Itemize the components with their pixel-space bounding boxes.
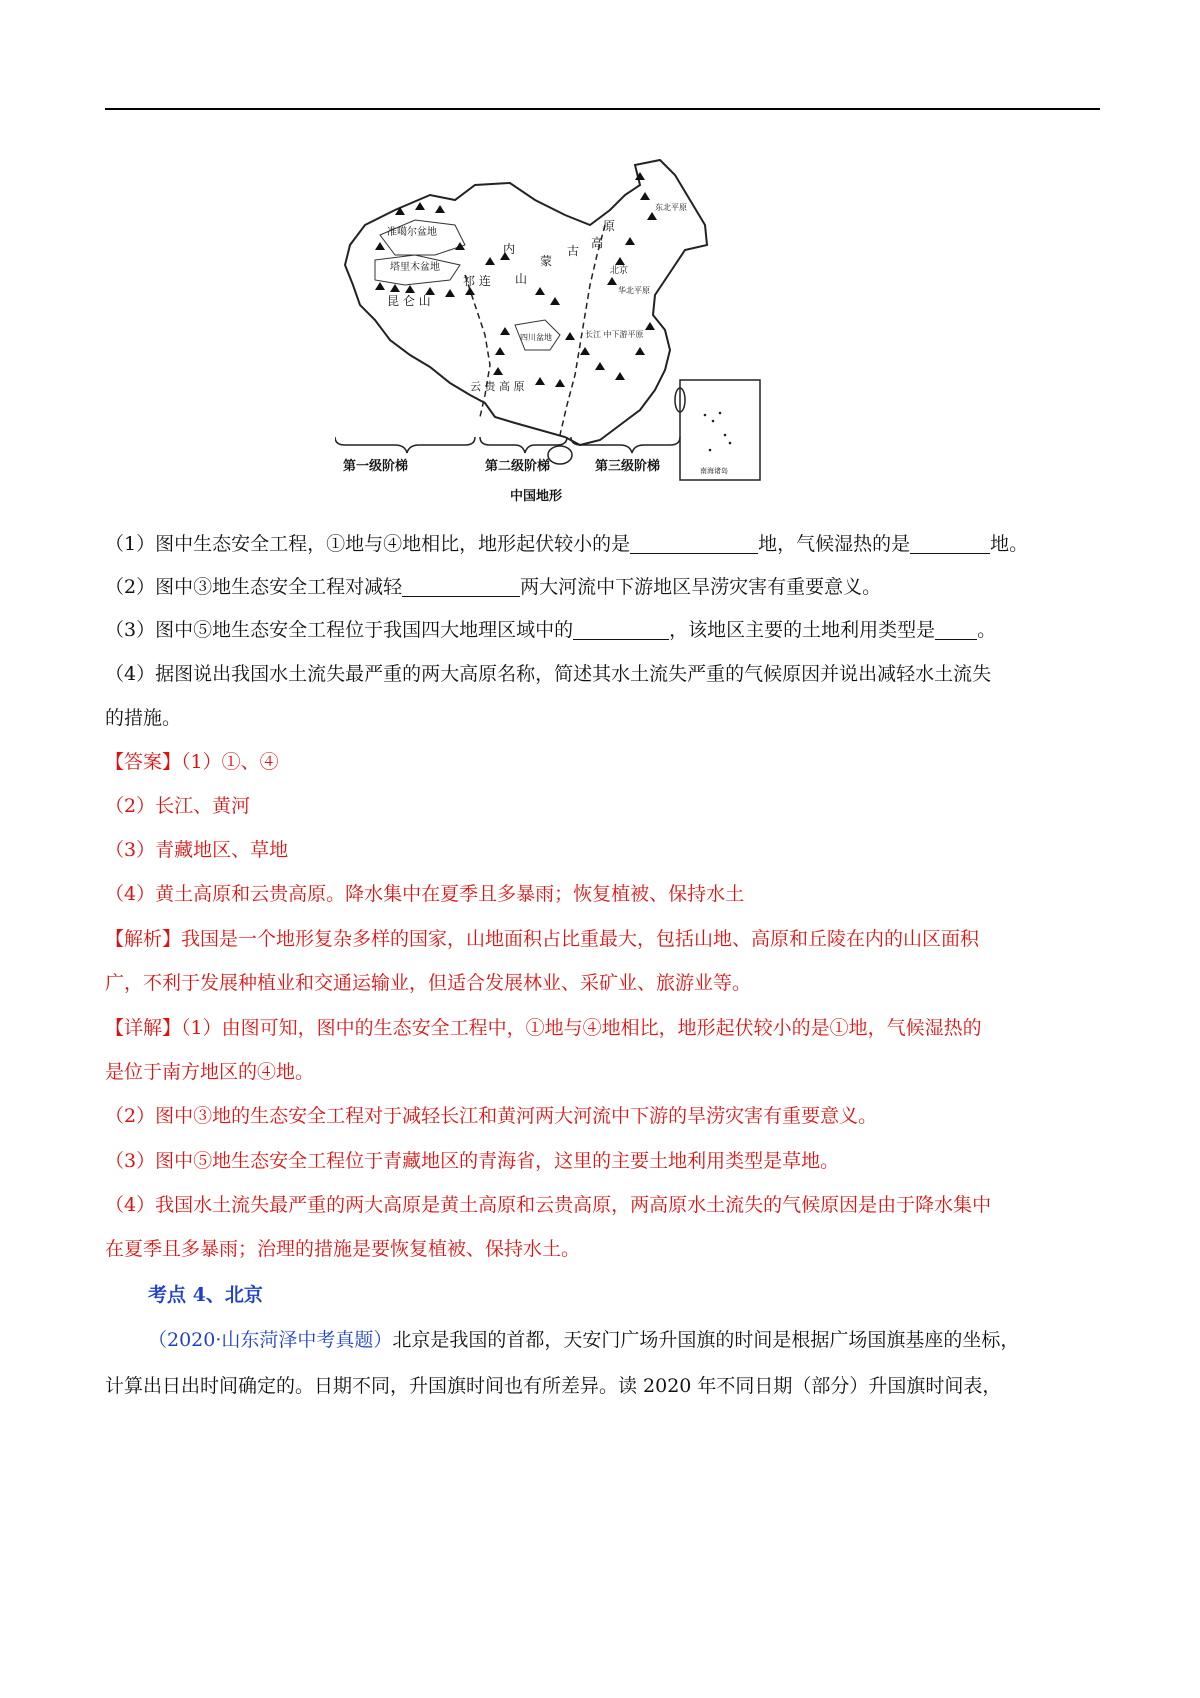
label-dzungaria: 准噶尔盆地 [387,227,437,238]
label-yuan: 原 [603,219,616,233]
label-ancient: 古 [567,244,580,258]
label-ne-plain: 东北平原 [655,203,687,212]
section-text-line-2: 计算出日出时间确定的。日期不同，升国旗时间也有所差异。读 2020 年不同日期（部分）升国旗时间表， [105,1375,1002,1397]
detail-line-5: （4）我国水土流失最严重的两大高原是黄土高原和云贵高原，两高原水土流失的气候原因是由于降水集中 [105,1194,992,1216]
answer-line-3: （3）青藏地区、草地 [105,839,289,861]
analysis-line-2: 广，不利于发展种植业和交通运输业，但适合发展林业、采矿业、旅游业等。 [105,972,752,994]
detail-line-1: 【详解】（1）由图可知，图中的生态安全工程中，①地与④地相比，地形起伏较小的是①地，气候湿热的 [105,1017,982,1039]
label-nc-plain: 华北平原 [618,286,650,295]
answer-blank-2[interactable] [910,533,990,554]
answer-label: 【答案】 [105,751,182,773]
answer-blank-3[interactable] [402,576,520,597]
answer-line-2: （2）长江、黄河 [105,795,251,817]
detail-line-3: （2）图中③地的生态安全工程对于减轻长江和黄河两大河流中下游的旱涝灾害有重要意义。 [105,1105,878,1127]
label-yangtze-plain: 长江 中下游平原 [585,330,644,339]
label-kunlun: 昆 仑 山 [387,294,431,308]
detail-line-4: （3）图中⑤地生态安全工程位于青藏地区的青海省，这里的主要土地利用类型是草地。 [105,1150,840,1172]
header-rule [105,108,1100,110]
step-2-label: 第二级阶梯 [485,459,551,474]
analysis-line-1: 【解析】我国是一个地形复杂多样的国家，山地面积占比重最大，包括山地、高原和丘陵在内的山区面积 [105,928,980,950]
question-3: （3）图中⑤地生态安全工程位于我国四大地理区域中的 ，该地区主要的土地利用类型是 。 [105,619,997,641]
china-terrain-map [335,155,835,555]
question-4-line-2: 的措施。 [105,707,182,729]
label-sichuan: 四川盆地 [520,333,552,342]
step-1-label: 第一级阶梯 [343,459,409,474]
south-sea-inset [680,380,760,480]
section-heading: 考点 4、北京 [148,1284,263,1306]
question-4-line-1: （4）据图说出我国水土流失最严重的两大高原名称，简述其水土流失严重的气候原因并说出减轻水土流失 [105,663,992,685]
source-tag: （2020·山东菏泽中考真题） [148,1329,393,1351]
label-shan: 山 [515,272,528,286]
question-2: （2）图中③地生态安全工程对减轻 两大河流中下游地区旱涝灾害有重要意义。 [105,576,882,598]
label-qilian: 祁 连 [463,274,491,288]
answer-line-1: 【答案】（1）①、④ [105,751,279,773]
section-text-line-1: （2020·山东菏泽中考真题）北京是我国的首都，天安门广场升国旗的时间是根据广场国旗基座的坐标， [148,1329,1020,1351]
label-beijing: 北京 [610,266,629,276]
detail-line-6: 在夏季且多暴雨；治理的措施是要恢复植被、保持水土。 [105,1238,581,1260]
detail-label: 【详解】 [105,1017,182,1039]
answer-line-4: （4）黄土高原和云贵高原。降水集中在夏季且多暴雨；恢复植被、保持水土 [105,883,745,905]
label-south-sea: 南海诸岛 [700,467,728,475]
answer-blank-5[interactable] [935,619,977,640]
detail-line-2: 是位于南方地区的④地。 [105,1061,315,1083]
question-1: （1）图中生态安全工程，①地与④地相比，地形起伏较小的是 地，气候湿热的是 地。 [105,533,1029,555]
figure-caption: 中国地形 [510,489,563,504]
answer-blank-1[interactable] [630,533,758,554]
answer-blank-4[interactable] [573,619,669,640]
label-inner: 内 [503,242,516,256]
label-mongolia: 蒙 [540,254,553,268]
label-yunnan: 云 贵 高 原 [470,380,525,393]
label-tarim: 塔里木盆地 [390,262,440,273]
step-3-label: 第三级阶梯 [595,459,661,474]
label-gao: 高 [591,236,604,250]
analysis-label: 【解析】 [105,928,182,950]
